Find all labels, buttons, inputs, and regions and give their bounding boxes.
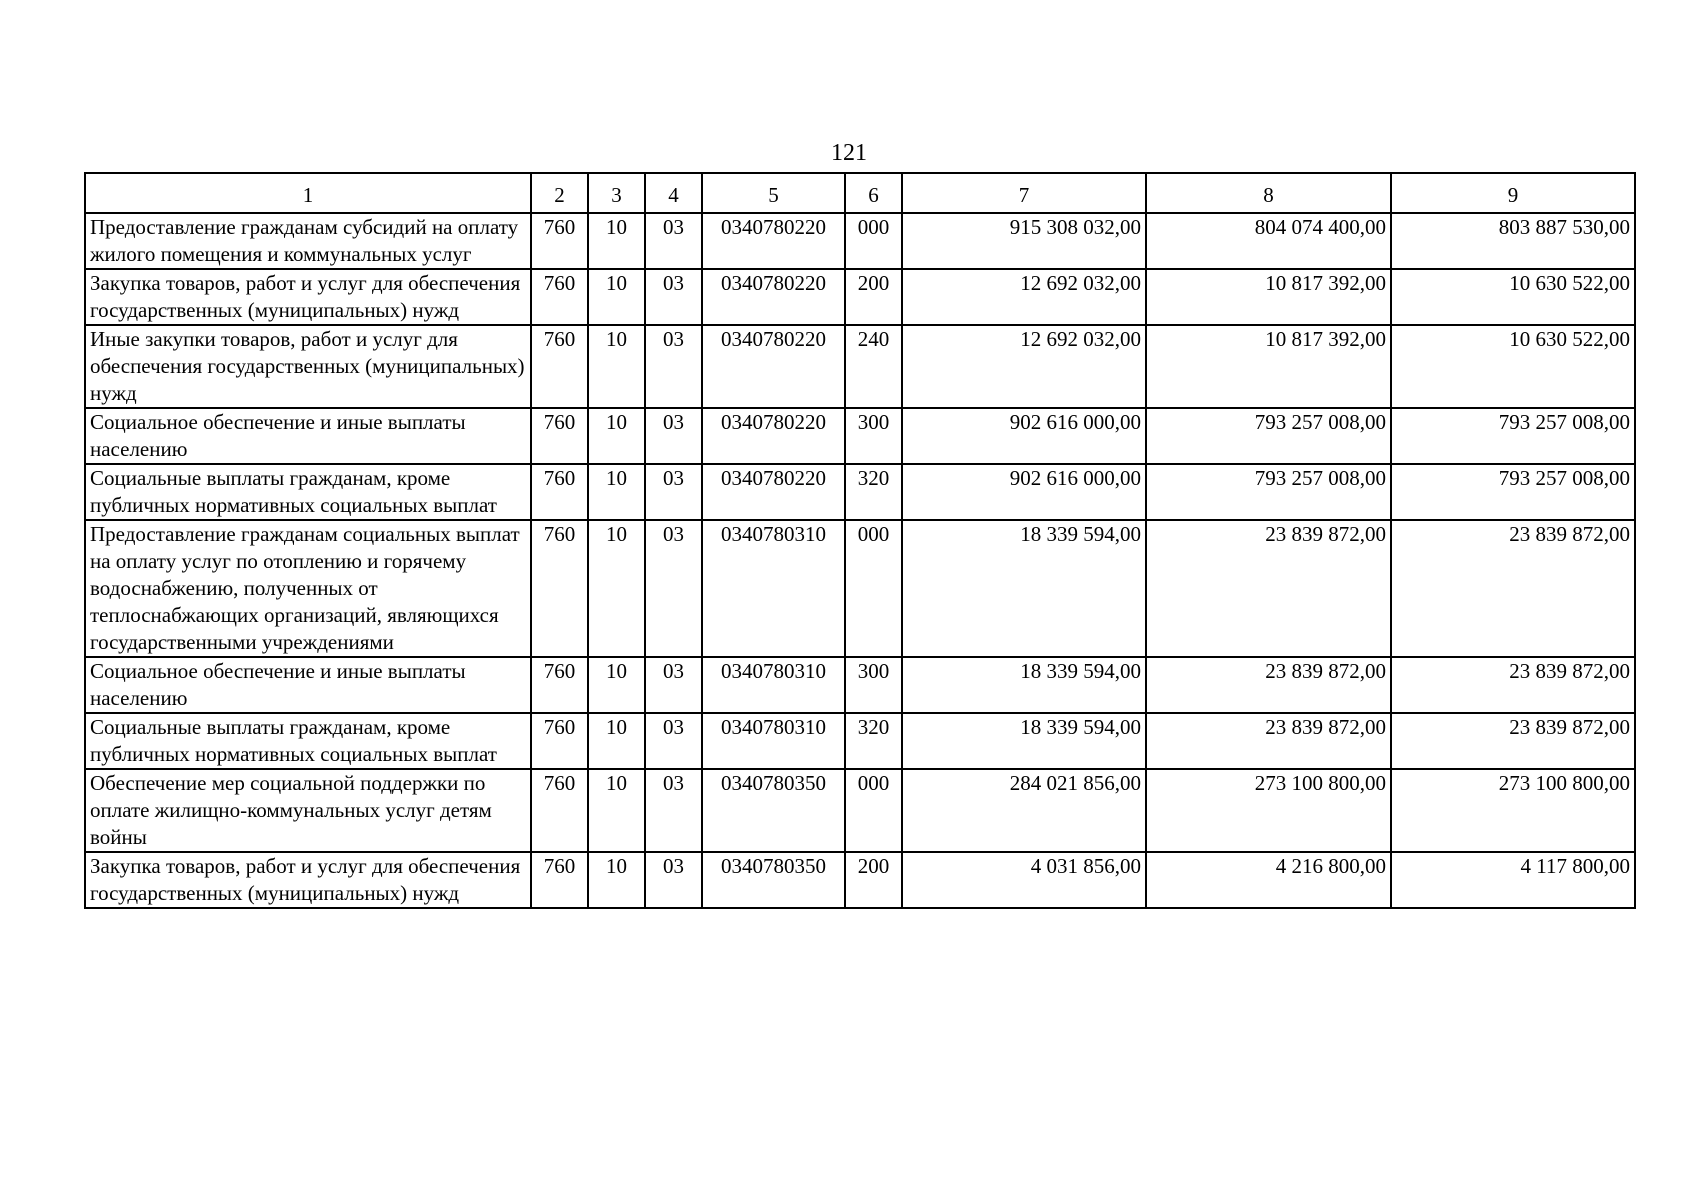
code-col-2: 760	[531, 213, 588, 269]
item-name: Предоставление гражданам социальных выплат на оплату услуг по отоплению и горячему водоснабжению, полученных от теплоснабжающих организаций, являющихся государственными учреждениями	[85, 520, 531, 657]
code-col-4: 03	[645, 464, 702, 520]
amount-col-9: 793 257 008,00	[1391, 408, 1635, 464]
code-col-3: 10	[588, 852, 645, 908]
code-col-4: 03	[645, 269, 702, 325]
table-row	[85, 657, 1635, 713]
table-row	[85, 213, 1635, 269]
amount-col-9: 23 839 872,00	[1391, 713, 1635, 769]
code-col-6: 300	[845, 408, 902, 464]
amount-col-8: 23 839 872,00	[1146, 657, 1391, 713]
code-col-5: 0340780310	[702, 520, 845, 657]
table-row	[85, 852, 1635, 908]
code-col-4: 03	[645, 852, 702, 908]
column-header-2: 2	[531, 173, 588, 213]
code-col-5: 0340780310	[702, 657, 845, 713]
code-col-6: 000	[845, 520, 902, 657]
amount-col-8: 23 839 872,00	[1146, 713, 1391, 769]
code-col-6: 320	[845, 713, 902, 769]
amount-col-9: 803 887 530,00	[1391, 213, 1635, 269]
code-col-6: 000	[845, 769, 902, 852]
header-row	[85, 173, 1635, 213]
code-col-2: 760	[531, 713, 588, 769]
amount-col-7: 18 339 594,00	[902, 713, 1146, 769]
code-col-5: 0340780310	[702, 713, 845, 769]
code-col-4: 03	[645, 769, 702, 852]
amount-col-9: 10 630 522,00	[1391, 269, 1635, 325]
amount-col-7: 12 692 032,00	[902, 269, 1146, 325]
code-col-2: 760	[531, 657, 588, 713]
amount-col-8: 10 817 392,00	[1146, 325, 1391, 408]
column-header-3: 3	[588, 173, 645, 213]
code-col-4: 03	[645, 213, 702, 269]
code-col-4: 03	[645, 408, 702, 464]
item-name: Обеспечение мер социальной поддержки по оплате жилищно-коммунальных услуг детям войны	[85, 769, 531, 852]
column-header-4: 4	[645, 173, 702, 213]
amount-col-7: 284 021 856,00	[902, 769, 1146, 852]
code-col-3: 10	[588, 269, 645, 325]
column-header-5: 5	[702, 173, 845, 213]
code-col-6: 200	[845, 269, 902, 325]
code-col-2: 760	[531, 520, 588, 657]
code-col-2: 760	[531, 464, 588, 520]
code-col-5: 0340780220	[702, 325, 845, 408]
code-col-5: 0340780350	[702, 769, 845, 852]
amount-col-9: 23 839 872,00	[1391, 520, 1635, 657]
item-name: Закупка товаров, работ и услуг для обеспечения государственных (муниципальных) нужд	[85, 852, 531, 908]
item-name: Социальные выплаты гражданам, кроме публичных нормативных социальных выплат	[85, 464, 531, 520]
column-header-9: 9	[1391, 173, 1635, 213]
amount-col-8: 273 100 800,00	[1146, 769, 1391, 852]
table-row	[85, 520, 1635, 657]
code-col-3: 10	[588, 325, 645, 408]
amount-col-8: 793 257 008,00	[1146, 464, 1391, 520]
budget-table	[84, 172, 1636, 909]
item-name: Предоставление гражданам субсидий на оплату жилого помещения и коммунальных услуг	[85, 213, 531, 269]
item-name: Социальные выплаты гражданам, кроме публичных нормативных социальных выплат	[85, 713, 531, 769]
code-col-6: 000	[845, 213, 902, 269]
amount-col-9: 23 839 872,00	[1391, 657, 1635, 713]
amount-col-7: 18 339 594,00	[902, 520, 1146, 657]
amount-col-7: 12 692 032,00	[902, 325, 1146, 408]
column-header-8: 8	[1146, 173, 1391, 213]
table-row	[85, 464, 1635, 520]
amount-col-9: 4 117 800,00	[1391, 852, 1635, 908]
code-col-3: 10	[588, 657, 645, 713]
code-col-6: 240	[845, 325, 902, 408]
code-col-2: 760	[531, 769, 588, 852]
code-col-6: 320	[845, 464, 902, 520]
code-col-4: 03	[645, 325, 702, 408]
amount-col-7: 915 308 032,00	[902, 213, 1146, 269]
code-col-5: 0340780220	[702, 269, 845, 325]
code-col-4: 03	[645, 520, 702, 657]
code-col-3: 10	[588, 769, 645, 852]
item-name: Закупка товаров, работ и услуг для обеспечения государственных (муниципальных) нужд	[85, 269, 531, 325]
amount-col-7: 4 031 856,00	[902, 852, 1146, 908]
amount-col-8: 793 257 008,00	[1146, 408, 1391, 464]
amount-col-8: 23 839 872,00	[1146, 520, 1391, 657]
code-col-5: 0340780220	[702, 213, 845, 269]
page-number: 121	[831, 140, 867, 166]
code-col-5: 0340780350	[702, 852, 845, 908]
code-col-3: 10	[588, 464, 645, 520]
code-col-6: 200	[845, 852, 902, 908]
amount-col-7: 902 616 000,00	[902, 464, 1146, 520]
code-col-2: 760	[531, 852, 588, 908]
code-col-3: 10	[588, 213, 645, 269]
code-col-4: 03	[645, 713, 702, 769]
code-col-5: 0340780220	[702, 408, 845, 464]
amount-col-9: 10 630 522,00	[1391, 325, 1635, 408]
column-header-1: 1	[85, 173, 531, 213]
item-name: Иные закупки товаров, работ и услуг для обеспечения государственных (муниципальных) нужд	[85, 325, 531, 408]
amount-col-9: 793 257 008,00	[1391, 464, 1635, 520]
table-row	[85, 325, 1635, 408]
amount-col-8: 804 074 400,00	[1146, 213, 1391, 269]
code-col-6: 300	[845, 657, 902, 713]
code-col-4: 03	[645, 657, 702, 713]
item-name: Социальное обеспечение и иные выплаты населению	[85, 408, 531, 464]
code-col-5: 0340780220	[702, 464, 845, 520]
code-col-2: 760	[531, 325, 588, 408]
table-row	[85, 769, 1635, 852]
amount-col-9: 273 100 800,00	[1391, 769, 1635, 852]
column-header-6: 6	[845, 173, 902, 213]
table-row	[85, 269, 1635, 325]
code-col-3: 10	[588, 408, 645, 464]
code-col-2: 760	[531, 408, 588, 464]
code-col-3: 10	[588, 713, 645, 769]
table-row	[85, 713, 1635, 769]
item-name: Социальное обеспечение и иные выплаты населению	[85, 657, 531, 713]
table-row	[85, 408, 1635, 464]
amount-col-8: 4 216 800,00	[1146, 852, 1391, 908]
column-header-7: 7	[902, 173, 1146, 213]
code-col-3: 10	[588, 520, 645, 657]
amount-col-7: 18 339 594,00	[902, 657, 1146, 713]
amount-col-7: 902 616 000,00	[902, 408, 1146, 464]
code-col-2: 760	[531, 269, 588, 325]
amount-col-8: 10 817 392,00	[1146, 269, 1391, 325]
